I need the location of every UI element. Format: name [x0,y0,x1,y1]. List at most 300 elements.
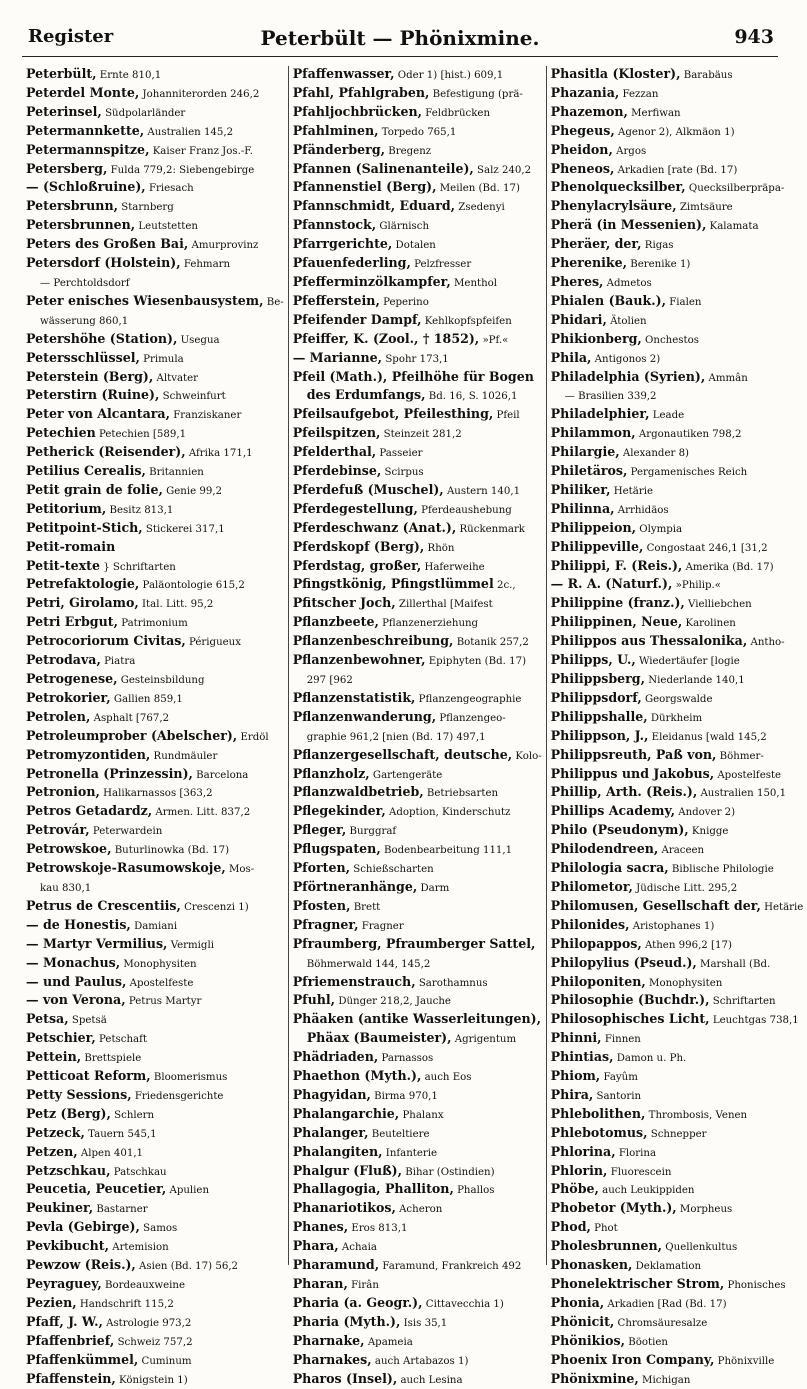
index-entry [293,747,542,766]
index-entry [551,709,804,728]
index-entry [26,142,284,161]
entry-reference: Olympia [636,523,683,535]
index-entry [551,66,804,85]
index-entry [551,652,804,671]
index-entry [551,293,804,312]
index-column-2 [288,66,546,1386]
entry-reference: Schießscharten [350,864,434,876]
index-entry [26,236,284,255]
entry-headword: Pfaffenstein, [26,1370,116,1386]
entry-headword: Petrogenese, [26,671,118,686]
entry-headword: Petzschkau, [26,1162,111,1178]
entry-reference: Pfeil [493,410,520,422]
entry-headword: Pferdefuß (Muschel), [292,481,444,497]
entry-headword: Pfraumberg, Pfraumberger Sattel, [292,935,536,951]
entry-headword: Petersbrunn, [26,198,118,214]
entry-reference: Patrimonium [117,618,188,630]
index-entry [293,879,542,898]
entry-reference: Paläontologie 615,2 [139,580,245,592]
entry-reference: Burggraf [346,826,397,838]
entry-reference: Friesach [145,183,194,195]
entry-headword: Petri Erbgut, [26,614,118,630]
entry-headword: Philinna, [550,500,615,516]
entry-headword: Petit grain de folie, [26,481,163,497]
index-entry [293,917,542,936]
index-entry [293,1238,542,1257]
index-entry [293,936,542,955]
index-entry [26,1295,284,1314]
index-entry [26,690,284,709]
index-entry [26,255,284,274]
entry-reference: Südpolarländer [101,107,186,119]
entry-reference: Pflanzengeographie [415,693,522,705]
entry-reference: Pflanzengeo- [436,712,506,724]
entry-headword: Peter von Alcantara, [26,406,170,422]
index-column-3 [546,66,807,1386]
entry-headword: Petri, Girolamo, [26,595,139,611]
entry-headword: Philadelphier, [550,406,650,422]
index-entry [293,104,542,123]
entry-reference: Böhmer- [716,750,764,762]
index-entry [293,822,542,841]
index-entry [26,482,284,501]
index-entry [293,539,542,558]
entry-reference: Finnen [601,1034,641,1046]
entry-reference: Arrhidäos [614,504,669,516]
entry-reference: Chromsäuresalze [614,1317,708,1329]
entry-reference: Glärnisch [376,221,430,233]
index-entry [293,1144,542,1163]
index-entry [551,1257,804,1276]
entry-reference: Bihar (Ostindien) [402,1166,495,1178]
entry-reference: Steinzeit 281,2 [380,429,462,441]
index-entry [26,1125,284,1144]
index-entry [26,331,284,350]
entry-headword: Petitpoint-Stich, [26,519,143,535]
index-entry [26,1219,284,1238]
entry-headword: Phira, [550,1086,594,1102]
entry-headword: Petershöhe (Station), [26,330,178,346]
index-entry [26,1030,284,1049]
entry-reference: Cuminum [138,1355,192,1367]
entry-headword: Pfleger, [292,822,347,838]
entry-reference: Hetärie [610,485,653,497]
entry-headword: Phobetor (Myth.), [550,1200,677,1216]
entry-reference: Karolinen [682,618,736,630]
entry-reference: Knigge [688,826,729,838]
index-entry [551,822,804,841]
index-entry [293,236,542,255]
index-entry [293,66,542,85]
entry-reference: Artemision [108,1242,169,1254]
entry-headword: Pharia (a. Geogr.), [292,1294,423,1310]
entry-headword: Philippsdorf, [550,689,642,705]
entry-headword: Phillips Academy, [550,803,675,819]
entry-reference: Agenor 2), Alkmäon 1) [614,126,735,138]
entry-reference: Fialen [665,296,702,308]
entry-headword: Phalgur (Fluß), [292,1162,403,1178]
entry-reference: Andover 2) [674,807,736,819]
entry-headword: Philippinen, Neue, [550,614,683,630]
entry-reference: 2c., [493,580,516,592]
entry-reference: Haferweihe [421,561,485,573]
entry-reference: Gartengeräte [369,769,443,781]
entry-headword: Petermannkette, [26,122,145,138]
index-entry [293,482,542,501]
entry-headword: Petz (Berg), [26,1105,111,1121]
index-entry [26,955,284,974]
index-entry [551,142,804,161]
entry-headword: Pfänderberg, [292,141,386,157]
index-entry [26,293,284,312]
entry-reference: Erdöl [237,731,269,743]
entry-headword: Petticoat Reform, [26,1068,151,1084]
entry-reference: Fayûm [600,1072,638,1084]
index-entry [293,274,542,293]
index-entry [26,463,284,482]
entry-reference: Rhön [424,542,455,554]
entry-reference: Fluorescein [607,1166,672,1178]
entry-reference: Böotien [625,1336,668,1348]
entry-headword: Phegeus, [550,122,615,138]
entry-reference: Wiedertäufer [logie [635,656,740,668]
index-entry [293,1295,542,1314]
index-entry [551,406,804,425]
entry-headword: Peter enisches Wiesenbausystem, [26,292,264,308]
entry-headword: Pherenike, [550,255,628,271]
entry-reference: Kalamata [706,221,759,233]
entry-headword: Phlorin, [550,1162,608,1178]
entry-reference: Birma 970,1 [370,1090,438,1102]
entry-headword: — R. A. (Naturf.), [550,576,673,592]
entry-headword: Pharnake, [292,1332,365,1348]
entry-headword: Phlebotomus, [550,1124,648,1140]
index-entry [293,1314,542,1333]
entry-reference: Quellenkultus [662,1242,738,1254]
entry-headword: Phlebolithen, [550,1105,646,1121]
entry-reference: Schriftarten [709,996,776,1008]
entry-reference: Apostelfeste [126,977,194,989]
entry-reference: Georgswalde [641,693,713,705]
index-entry [551,444,804,463]
entry-reference: kau 830,1 [40,882,92,894]
entry-headword: Pfaff, J. W., [26,1313,103,1329]
entry-reference: Kaiser Franz Jos.-F. [149,145,254,157]
entry-headword: Phanes, [292,1219,349,1235]
entry-reference: — Brasilien 339,2 [564,391,657,403]
entry-headword: Pfannenstiel (Berg), [292,179,437,195]
entry-reference: Morpheus [676,1204,733,1216]
entry-reference: Vermigli [167,939,214,951]
entry-reference: Fezzan [619,88,659,100]
entry-reference: Fehmarn [180,259,231,271]
entry-reference: Buturlinowka (Bd. 17) [111,845,230,857]
entry-headword: Petrodava, [26,652,101,668]
entry-headword: Philippshalle, [550,708,648,724]
entry-headword: — Marianne, [292,349,383,365]
entry-reference: Phalanx [399,1109,444,1121]
index-entry [26,520,284,539]
entry-reference: Damiani [130,920,178,932]
index-entry [293,444,542,463]
index-entry [293,576,542,595]
index-entry [551,198,804,217]
index-entry [26,595,284,614]
index-entry [293,520,542,539]
index-entry [26,1049,284,1068]
entry-reference: Monophysiten [120,958,197,970]
entry-headword: Philiker, [550,481,611,497]
index-entry [293,85,542,104]
entry-reference: Gesteinsbildung [117,675,205,686]
entry-reference: Phot [590,1223,618,1235]
entry-headword: Petit-texte [26,557,100,573]
page-number: 943 [734,26,774,48]
entry-headword: Pharos (Insel), [292,1370,398,1386]
entry-headword: Petrowskoje-Rasumowskoje, [26,860,226,876]
entry-reference: Kehlkopfspfeifen [421,315,512,327]
entry-headword: Philometor, [550,878,633,894]
entry-reference: Altvater [153,372,199,384]
entry-reference: Böhmerwald 144, 145,2 [306,958,431,970]
index-entry [293,425,542,444]
entry-reference: Arkadien [Rad (Bd. 17) [604,1298,727,1310]
index-entry [26,1257,284,1276]
index-entry [293,293,542,312]
entry-headword: Philodendreen, [550,841,659,857]
entry-reference: Antigonos 2) [591,353,661,365]
index-entry [293,1333,542,1352]
entry-reference: Schnepper [647,1128,707,1140]
entry-headword: Philadelphia (Syrien), [550,368,706,384]
entry-headword: Pevla (Gebirge), [26,1219,140,1235]
entry-headword: Philosophie (Buchdr.), [550,992,710,1008]
entry-reference: Argos [612,145,647,157]
index-entry [551,1276,804,1295]
entry-headword: Pflugspaten, [292,841,381,857]
entry-reference: Afrika 171,1 [185,448,253,460]
entry-headword: Pharan, [292,1276,348,1291]
index-entry [551,936,804,955]
entry-reference: Friedensgerichte [131,1090,224,1102]
index-entry [551,1314,804,1333]
entry-reference: auch Artabazos 1) [371,1355,469,1367]
index-columns [22,66,804,1386]
entry-headword: Pharamund, [292,1257,380,1273]
index-entry [293,198,542,217]
entry-reference: Sarothamnus [415,977,488,989]
entry-reference: Menthol [450,277,498,289]
entry-reference: Apostelfeste [714,769,782,781]
index-entry [293,860,542,879]
entry-headword: Petitorium, [26,500,107,516]
index-entry [26,1068,284,1087]
index-entry [551,1106,804,1125]
index-entry [551,898,804,917]
entry-headword: Phönixmine, [550,1370,639,1386]
index-entry [551,747,804,766]
index-entry [26,1276,284,1295]
entry-headword: Phialen (Bauk.), [550,292,666,308]
entry-reference: Dürkheim [647,712,703,724]
entry-headword: Petersberg, [26,160,108,176]
entry-reference: Astrologie 973,2 [102,1317,192,1329]
entry-headword: Peterbült, [26,66,97,81]
entry-reference: Petechien [589,1 [95,429,187,441]
index-entry [551,350,804,369]
entry-reference: Tauern 545,1 [84,1128,157,1140]
index-entry [26,860,284,879]
entry-headword: Petzen, [26,1143,78,1159]
entry-reference: Schweinfurt [159,391,226,403]
entry-headword: Pforten, [292,860,350,876]
index-entry [293,1181,542,1200]
entry-headword: Philosophisches Licht, [550,1011,710,1027]
entry-headword: Petersbrunnen, [26,217,136,233]
index-entry [551,161,804,180]
entry-headword: Pferdskopf (Berg), [292,538,425,554]
index-entry [293,1068,542,1087]
entry-reference: Passeier [376,448,423,460]
index-entry [26,633,284,652]
entry-reference: Thrombosis, Venen [645,1109,748,1121]
index-entry [26,1181,284,1200]
entry-headword: Pfriemenstrauch, [292,973,416,989]
entry-reference: Handschrift 115,2 [76,1298,174,1310]
entry-reference: Schlern [110,1109,155,1121]
entry-headword: Peterstein (Berg), [26,368,154,384]
entry-reference: »Philip.« [672,580,722,592]
index-entry [293,1049,542,1068]
index-entry [293,955,542,974]
entry-headword: Pferdegestellung, [292,500,418,516]
index-entry [293,614,542,633]
index-entry [293,501,542,520]
index-entry [26,123,284,142]
entry-headword: Phallagogia, Phalliton, [292,1181,454,1197]
entry-reference: Niederlande 140,1 [645,675,745,686]
page-header [22,22,778,57]
entry-headword: Petronion, [26,784,100,800]
index-entry [26,1371,284,1389]
index-entry [551,1352,804,1371]
index-entry [26,406,284,425]
entry-headword: Pevkibucht, [26,1238,109,1254]
entry-reference: Damon u. Ph. [613,1053,687,1065]
entry-headword: Pflanzholz, [292,765,370,781]
index-entry [293,558,542,577]
entry-headword: Pfauenfederling, [292,255,411,271]
entry-headword: Pherä (in Messenien), [550,217,707,233]
index-entry [293,1030,542,1049]
index-entry [293,1106,542,1125]
index-entry [551,331,804,350]
index-entry [26,1163,284,1182]
entry-headword: — Monachus, [26,954,121,970]
index-entry [551,255,804,274]
index-entry [551,974,804,993]
entry-reference: Ital. Litt. 95,2 [138,599,214,611]
entry-reference: Achaia [338,1242,377,1254]
entry-headword: Petzeck, [26,1124,85,1140]
entry-headword: Phonasken, [550,1257,633,1273]
entry-headword: Peukiner, [26,1200,94,1216]
entry-headword: Pfeilsaufgebot, Pfeilesthing, [292,406,494,422]
entry-reference: Darm [417,882,450,894]
index-entry [551,1030,804,1049]
entry-reference: wässerung 860,1 [40,315,129,327]
entry-headword: Philippsberg, [550,671,645,686]
index-entry [293,161,542,180]
index-entry [26,66,284,85]
entry-headword: Petty Sessions, [26,1086,132,1102]
entry-headword: Phönikios, [550,1332,626,1348]
index-entry [293,728,542,747]
entry-headword: Phalangarchie, [292,1105,400,1121]
entry-reference: Eros 813,1 [348,1223,408,1235]
entry-reference: Phönixville [714,1355,775,1367]
entry-headword: Peterinsel, [26,103,102,119]
index-entry [293,841,542,860]
entry-reference: Phonisches [724,1280,786,1291]
entry-reference: Primula [139,353,184,365]
entry-reference: Franziskaner [169,410,242,422]
entry-headword: — und Paulus, [26,973,127,989]
entry-reference: Onchestos [641,334,699,346]
entry-reference: Bordeauxweine [101,1280,185,1291]
entry-reference: Dotalen [392,240,436,252]
entry-headword: Petersschlüssel, [26,349,140,365]
entry-reference: Scirpus [381,467,424,479]
entry-reference: Bastarner [93,1204,148,1216]
index-entry [551,1181,804,1200]
entry-headword: Pfefferminzölkampfer, [292,273,451,289]
entry-headword: Petermannspitze, [26,141,150,157]
entry-reference: Rückenmark [456,523,525,535]
index-entry [26,974,284,993]
entry-headword: Petersdorf (Holstein), [26,255,181,271]
entry-reference: — Perchtoldsdorf [40,277,130,289]
entry-reference: Ernte 810,1 [96,70,162,81]
entry-headword: Petrocoriorum Civitas, [26,633,186,649]
index-entry [551,728,804,747]
entry-headword: Petrovár, [26,822,90,838]
index-entry [293,331,542,350]
entry-headword: Philo (Pseudonym), [550,822,689,838]
entry-reference: Faramund, Frankreich 492 [379,1261,522,1273]
entry-headword: Phäaken (antike Wasserleitungen), [292,1011,541,1027]
entry-headword: Petros Getadardz, [26,803,153,819]
entry-reference: Santorin [593,1090,642,1102]
index-entry [293,992,542,1011]
entry-headword: Philoponiten, [550,973,646,989]
index-entry [551,576,804,595]
index-entry [26,198,284,217]
index-entry [293,1163,542,1182]
entry-headword: Phillip, Arth. (Reis.), [550,784,698,800]
entry-headword: Pfeil (Math.), Pfeilhöhe für Bogen [292,368,534,384]
entry-reference: Bodenbearbeitung 111,1 [380,845,513,857]
index-entry [551,482,804,501]
index-entry [551,369,804,388]
entry-headword: Philomusen, Gesellschaft der, [550,897,761,913]
entry-headword: des Erdumfangs, [306,387,426,403]
entry-headword: Pfeiffer, K. (Zool., † 1852), [292,330,480,346]
entry-reference: Crescenzi 1) [180,901,249,913]
entry-headword: Phiom, [550,1068,601,1084]
entry-reference: Phallos [453,1185,495,1197]
entry-reference: Alpen 401,1 [77,1147,144,1159]
